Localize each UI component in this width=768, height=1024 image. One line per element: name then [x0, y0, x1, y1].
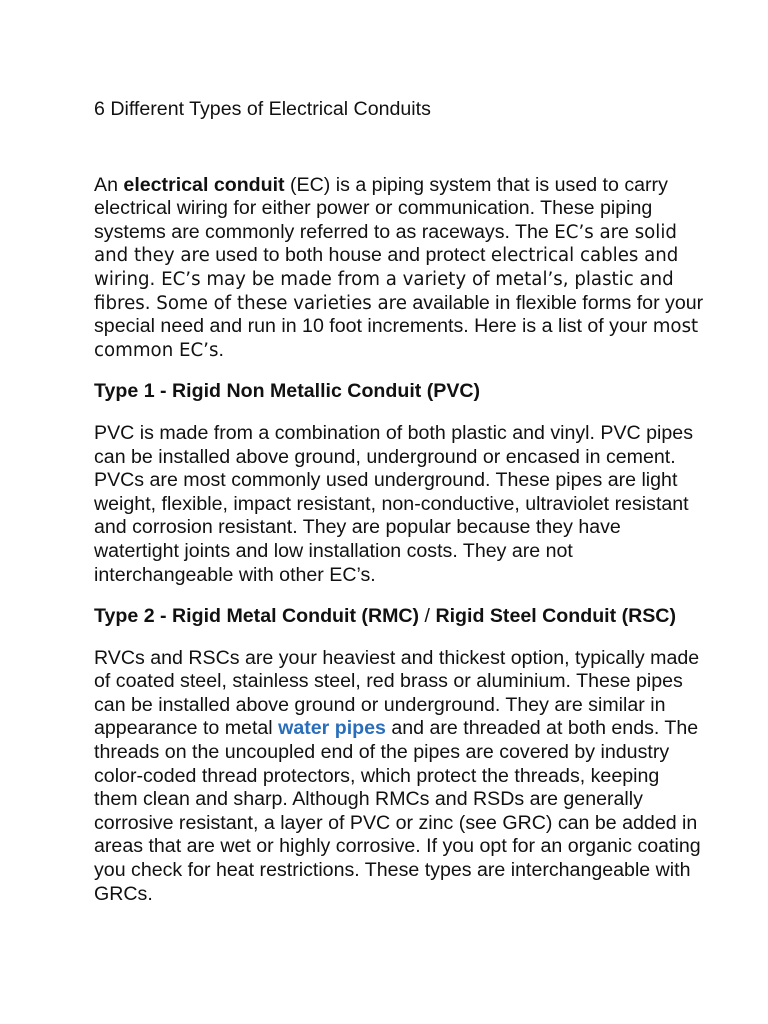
intro-text-5: electrical cables and wiring. EC’s may be made from a variety of metal’s, plastic and fibres. Some of these varieties are	[94, 245, 679, 314]
intro-text-3: EC’s are solid and they are	[94, 221, 677, 267]
type2-heading-separator: /	[419, 605, 436, 628]
intro-text-4: used to both house and protect	[209, 244, 491, 267]
type2-heading-rmc: Type 2 - Rigid Metal Conduit (RMC)	[94, 605, 420, 628]
intro-text-2: (EC) is a piping system that is used to carry electrical wiring for either power or communication. These piping systems are commonly referred to as raceways. The	[94, 173, 668, 243]
intro-text-6: available in flexible forms for your special need and run in 10 foot increments. Here is a list of your	[94, 291, 704, 338]
intro-text-1: An	[94, 173, 124, 196]
intro-text-8: .	[218, 338, 224, 361]
intro-term-electrical-conduit: electrical conduit	[123, 173, 285, 196]
intro-text-7: most common EC’s	[94, 316, 699, 361]
type2-heading-rsc: Rigid Steel Conduit (RSC)	[435, 605, 676, 628]
type1-heading: Type 1 - Rigid Non Metallic Conduit (PVC)	[94, 380, 481, 403]
intro-paragraph	[94, 174, 708, 363]
type2-text-2: and are threaded at both ends. The threads on the uncoupled end of the pipes are covered by industry color-coded thread protectors, which protect the threads, keeping them clean and sharp. Although RMCs and RSDs are generally corrosive resistant, a layer of PVC or zinc (see GRC) can be added in areas that are wet or highly corrosive. If you opt for an organic coating you check for heat restrictions. These types are interchangeable with GRCs.	[94, 717, 701, 905]
document-title: 6 Different Types of Electrical Conduits	[94, 98, 431, 120]
water-pipes-link[interactable]: water pipes	[278, 717, 386, 740]
type2-heading	[94, 605, 708, 629]
type1-paragraph: PVC is made from a combination of both plastic and vinyl. PVC pipes can be installed above ground, underground or encased in cement. PVCs are most commonly used underground. These pipes are light weight, flexible, impact resistant, non-conductive, ultraviolet resistant and corrosion resistant. They are popular because they have watertight joints and low installation costs. They are not interchangeable with other EC’s.	[94, 421, 693, 586]
type2-text-1: RVCs and RSCs are your heaviest and thickest option, typically made of coated steel, stainless steel, red brass or aluminium. These pipes can be installed above ground or underground. They are similar in appearance to metal	[94, 646, 700, 740]
type2-paragraph	[94, 647, 708, 907]
